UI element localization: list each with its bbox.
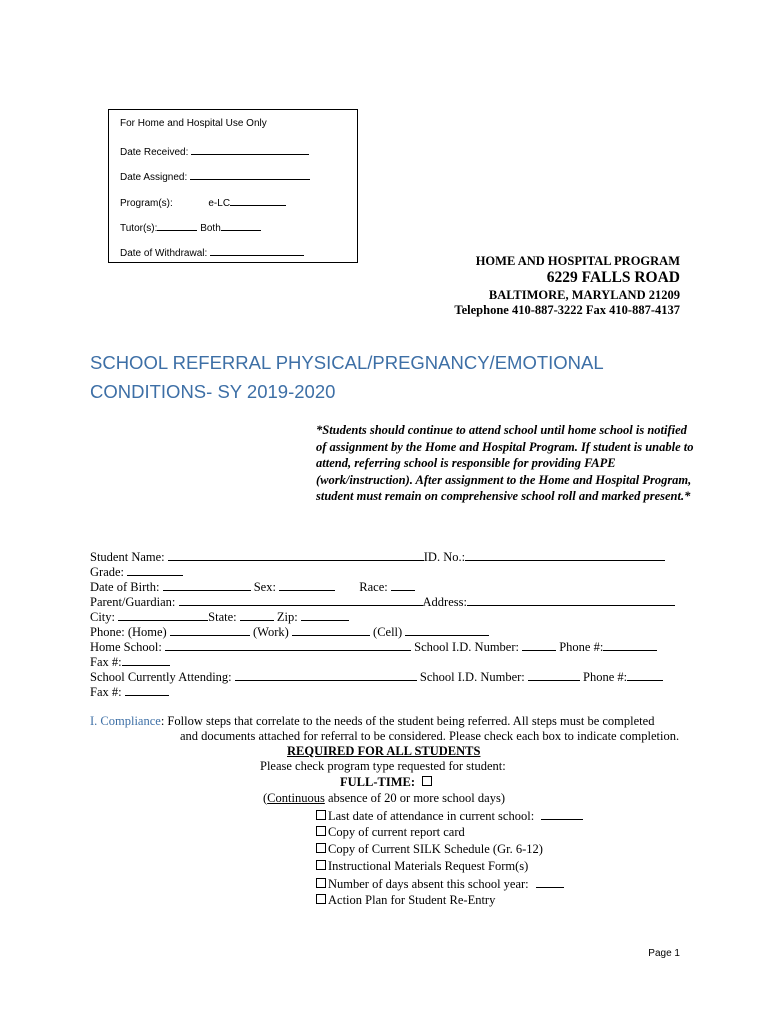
- full-time-row: [340, 775, 434, 790]
- programs-row: [120, 194, 286, 209]
- withdrawal-field[interactable]: [210, 244, 304, 256]
- tutors-label: Tutor(s):: [120, 223, 158, 234]
- home-school-field[interactable]: [165, 639, 411, 651]
- checklist-label: Last date of attendance in current school:: [328, 809, 535, 823]
- item-checkbox[interactable]: [316, 843, 326, 853]
- both-label: Both: [200, 223, 221, 234]
- current-school-fax-label: Fax #:: [90, 685, 122, 699]
- state-field[interactable]: [240, 609, 274, 621]
- dob-row: [90, 579, 415, 595]
- checklist-item: [316, 825, 465, 840]
- home-school-phone-field[interactable]: [603, 639, 657, 651]
- current-school-phone-label: Phone #:: [583, 670, 628, 684]
- checklist-item: [316, 893, 495, 908]
- date-assigned-field[interactable]: [190, 168, 310, 180]
- home-school-id-label: School I.D. Number:: [414, 640, 519, 654]
- phone-home-field[interactable]: [170, 624, 250, 636]
- checklist-item: [316, 808, 583, 824]
- student-name-label: Student Name:: [90, 550, 165, 564]
- required-heading: REQUIRED FOR ALL STUDENTS: [287, 744, 481, 758]
- city-row: [90, 609, 349, 625]
- race-field[interactable]: [391, 579, 415, 591]
- compliance-line-2: and documents attached for referral to be considered. Please check each box to indicate completion.: [180, 729, 680, 743]
- home-school-fax-field[interactable]: [122, 654, 170, 666]
- attendance-notice: *Students should continue to attend school until home school is notified of assignment by the Home and Hospital Program. If student is unable to attend, referring school is responsible for providing FAPE (work/instruction). After assignment to the Home and Hospital Program, student must remain on comprehensive school roll and marked present.*: [316, 423, 694, 503]
- current-school-id-field[interactable]: [528, 669, 580, 681]
- address-field[interactable]: [467, 594, 675, 606]
- current-school-field[interactable]: [235, 669, 417, 681]
- current-school-label: School Currently Attending:: [90, 670, 232, 684]
- continuous-note: [263, 791, 505, 806]
- checklist-item: [316, 859, 528, 874]
- date-assigned-row: [120, 168, 310, 183]
- withdrawal-label: Date of Withdrawal:: [120, 248, 208, 259]
- program-type-prompt: Please check program type requested for student:: [260, 759, 506, 773]
- checklist-item: [316, 842, 543, 857]
- current-school-fax-field[interactable]: [125, 684, 169, 696]
- student-name-row: [90, 549, 665, 565]
- sex-field[interactable]: [279, 579, 335, 591]
- id-no-label: ID. No.:: [423, 550, 466, 564]
- withdrawal-row: [120, 244, 304, 259]
- dob-field[interactable]: [163, 579, 251, 591]
- full-time-label: FULL-TIME:: [340, 775, 415, 789]
- home-school-id-field[interactable]: [522, 639, 556, 651]
- continuous-rest: absence of 20 or more school days): [324, 791, 505, 805]
- item-checkbox[interactable]: [316, 826, 326, 836]
- home-school-phone-label: Phone #:: [559, 640, 604, 654]
- parent-label: Parent/Guardian:: [90, 595, 176, 609]
- sex-label: Sex:: [253, 580, 276, 594]
- grade-row: [90, 564, 183, 580]
- page-title: SCHOOL REFERRAL PHYSICAL/PREGNANCY/EMOTIONAL CONDITIONS- SY 2019-2020: [90, 352, 603, 402]
- checklist-item: [316, 876, 564, 892]
- program-street: 6229 FALLS ROAD: [546, 269, 680, 286]
- office-use-box: [108, 109, 358, 263]
- parent-field[interactable]: [179, 594, 423, 606]
- program-option-elc: e-LC: [208, 198, 231, 209]
- grade-field[interactable]: [127, 564, 183, 576]
- current-school-fax-row: [90, 684, 169, 700]
- current-school-id-label: School I.D. Number:: [419, 670, 525, 684]
- zip-field[interactable]: [301, 609, 349, 621]
- item-checkbox[interactable]: [316, 860, 326, 870]
- item-checkbox[interactable]: [316, 878, 326, 888]
- phone-cell-label: (Cell): [373, 625, 403, 639]
- date-assigned-label: Date Assigned:: [120, 172, 188, 183]
- program-phone: Telephone 410-887-3222 Fax 410-887-4137: [454, 303, 680, 317]
- checklist-label: Copy of Current SILK Schedule (Gr. 6-12): [328, 842, 543, 856]
- compliance-line-1: [90, 714, 654, 729]
- compliance-text-1: : Follow steps that correlate to the needs of the student being referred. All steps must be completed: [160, 714, 655, 728]
- zip-label: Zip:: [276, 610, 298, 624]
- office-use-heading: For Home and Hospital Use Only: [120, 118, 267, 129]
- home-school-row: [90, 639, 657, 655]
- checklist-label: Copy of current report card: [328, 825, 465, 839]
- tutors-field[interactable]: [157, 219, 197, 231]
- both-field[interactable]: [221, 219, 261, 231]
- parent-row: [90, 594, 675, 610]
- phone-cell-field[interactable]: [405, 624, 489, 636]
- programs-label: Program(s):: [120, 198, 173, 209]
- date-received-label: Date Received:: [120, 147, 189, 158]
- days-absent-field[interactable]: [536, 876, 564, 888]
- race-label: Race:: [359, 580, 388, 594]
- full-time-checkbox[interactable]: [422, 776, 432, 786]
- continuous-word: Continuous: [267, 791, 325, 805]
- dob-label: Date of Birth:: [90, 580, 160, 594]
- student-name-field[interactable]: [168, 549, 424, 561]
- program-name: HOME AND HOSPITAL PROGRAM: [475, 254, 680, 268]
- home-school-fax-row: [90, 654, 170, 670]
- state-label: State:: [208, 610, 237, 624]
- current-school-row: [90, 669, 663, 685]
- tutors-row: [120, 219, 261, 234]
- city-field[interactable]: [118, 609, 208, 621]
- item-checkbox[interactable]: [316, 810, 326, 820]
- compliance-label: I. Compliance: [90, 714, 161, 728]
- program-elc-field[interactable]: [230, 194, 286, 206]
- phone-home-label: Phone: (Home): [90, 625, 167, 639]
- checklist-label: Number of days absent this school year:: [328, 877, 529, 891]
- date-received-row: [120, 143, 309, 158]
- phone-work-field[interactable]: [292, 624, 370, 636]
- checklist-label: Action Plan for Student Re-Entry: [328, 893, 496, 907]
- item-checkbox[interactable]: [316, 894, 326, 904]
- phone-work-label: (Work): [252, 625, 289, 639]
- program-city: BALTIMORE, MARYLAND 21209: [488, 288, 680, 302]
- id-no-field[interactable]: [465, 549, 665, 561]
- address-label: Address:: [422, 595, 467, 609]
- home-school-label: Home School:: [90, 640, 162, 654]
- last-attendance-date-field[interactable]: [541, 808, 583, 820]
- home-school-fax-label: Fax #:: [90, 655, 122, 669]
- date-received-field[interactable]: [191, 143, 309, 155]
- page-number: Page 1: [648, 948, 680, 959]
- continuous-paren: (: [263, 791, 268, 805]
- current-school-phone-field[interactable]: [627, 669, 663, 681]
- phone-row: [90, 624, 489, 640]
- checklist-label: Instructional Materials Request Form(s): [328, 859, 529, 873]
- city-label: City:: [90, 610, 116, 624]
- grade-label: Grade:: [90, 565, 125, 579]
